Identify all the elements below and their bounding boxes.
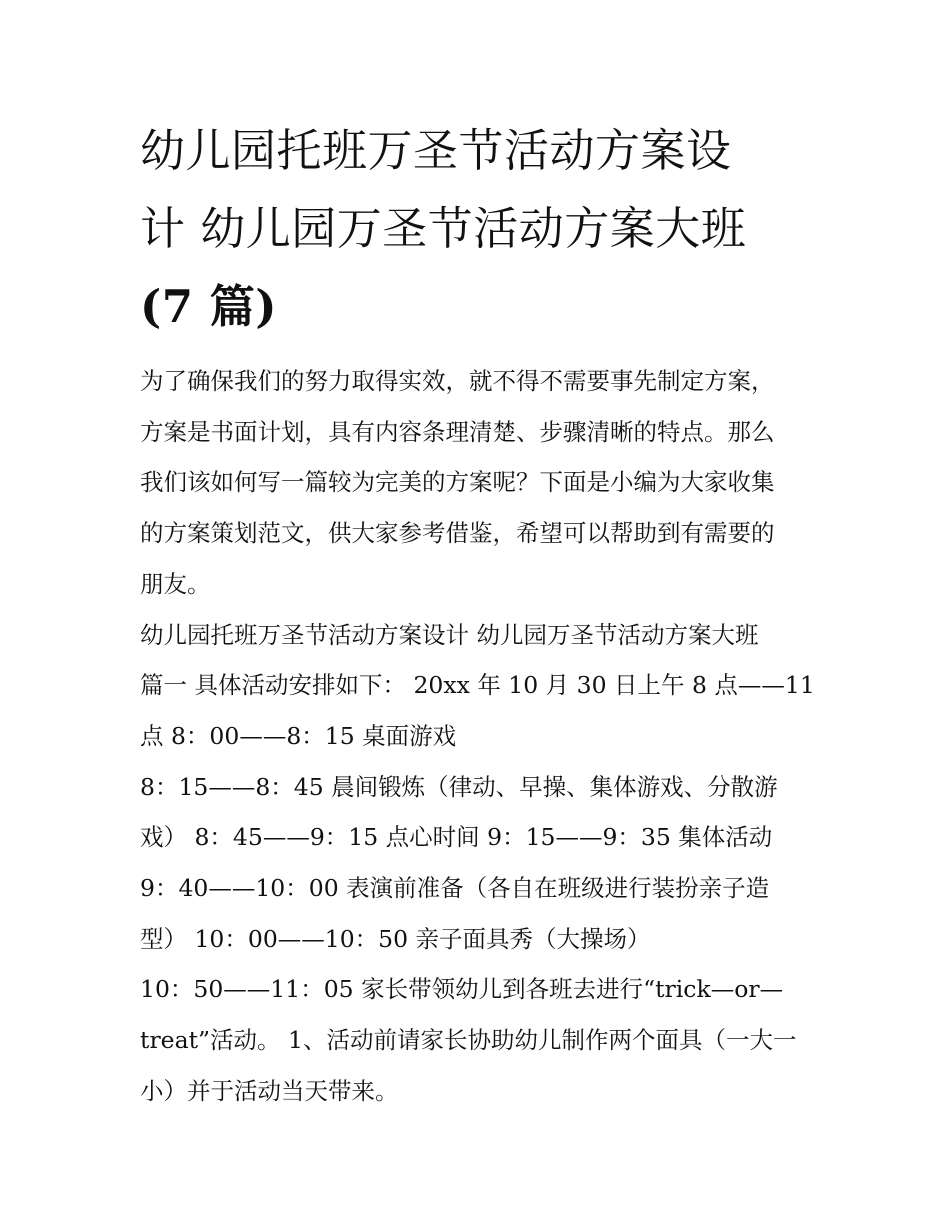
- body-line: 幼儿园托班万圣节活动方案设计 幼儿园万圣节活动方案大班: [140, 620, 759, 649]
- title-line: 幼儿园托班万圣节活动方案设: [140, 124, 732, 177]
- body-line: 8：15——8：45 晨间锻炼（律动、早操、集体游戏、分散游: [140, 772, 778, 801]
- title-line: (7 篇): [140, 280, 278, 333]
- body-line: 为了确保我们的努力取得实效，就不得不需要事先制定方案，: [140, 367, 775, 395]
- body-line: 10：50——11：05 家长带领幼儿到各班去进行“trick—or—: [140, 975, 784, 1004]
- body-line: 篇一 具体活动安排如下： 20xx 年 10 月 30 日上午 8 点——11: [140, 671, 815, 700]
- body-line: 戏） 8：45——9：15 点心时间 9：15——9：35 集体活动: [140, 823, 773, 852]
- body-line: 方案是书面计划，具有内容条理清楚、步骤清晰的特点。那么: [140, 417, 775, 446]
- body-line: 朋友。: [140, 569, 211, 598]
- title-line: 计 幼儿园万圣节活动方案大班: [140, 202, 747, 255]
- body-line: 小）并于活动当天带来。: [140, 1076, 399, 1105]
- body-line: 的方案策划范文，供大家参考借鉴，希望可以帮助到有需要的: [140, 519, 775, 548]
- body-line: 9：40——10：00 表演前准备（各自在班级进行装扮亲子造: [140, 874, 770, 903]
- body-line: 型） 10：00——10：50 亲子面具秀（大操场）: [140, 924, 651, 953]
- document-body: [140, 356, 820, 1117]
- body-line: treat”活动。 1、活动前请家长协助幼儿制作两个面具（一大一: [140, 1026, 797, 1055]
- body-line: 点 8：00——8：15 桌面游戏: [140, 721, 457, 750]
- document-title: [140, 112, 820, 346]
- body-line: 我们该如何写一篇较为完美的方案呢？下面是小编为大家收集: [140, 468, 775, 497]
